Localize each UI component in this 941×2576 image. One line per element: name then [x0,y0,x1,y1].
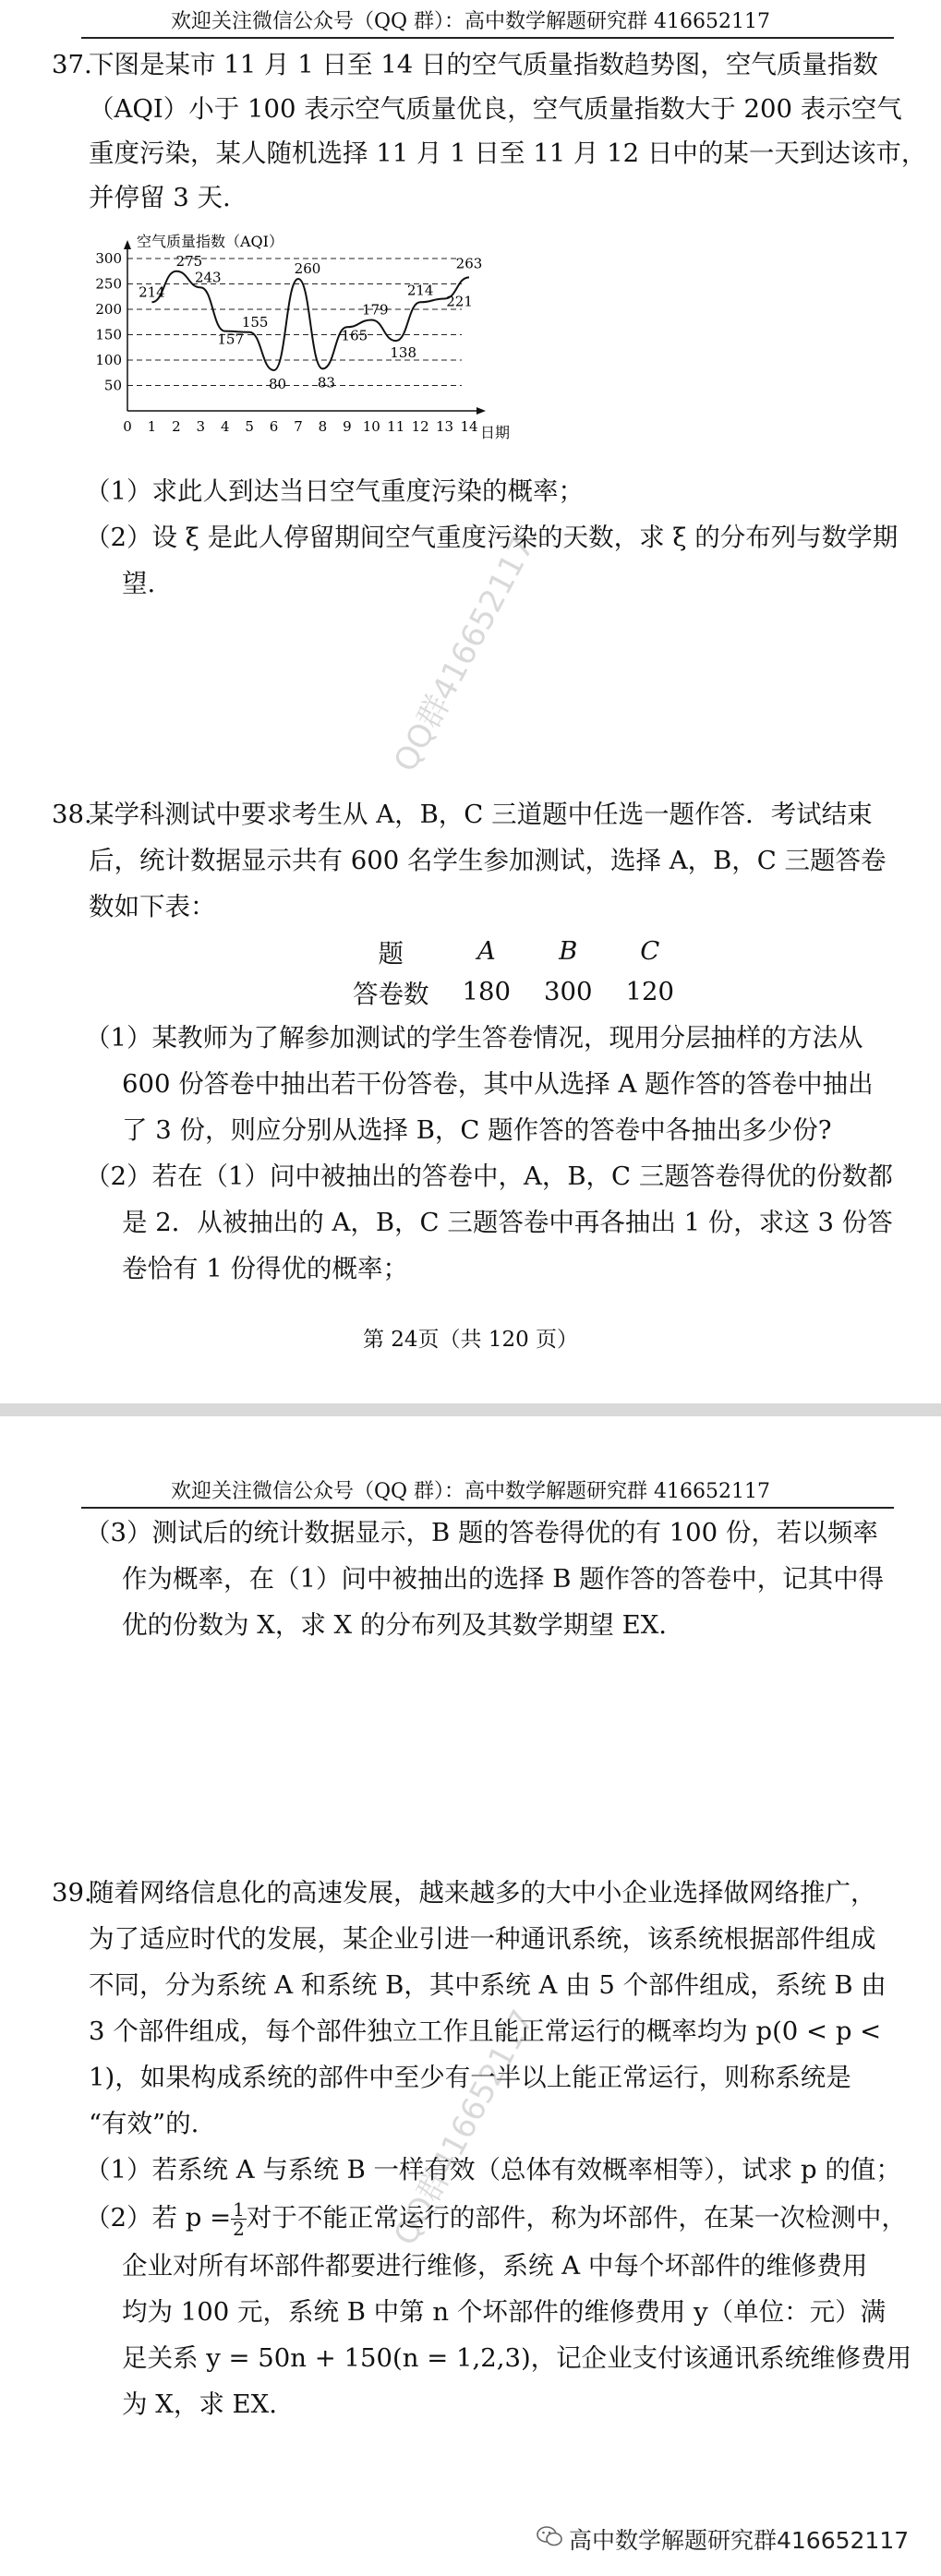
q37-number: 37. [52,50,92,79]
table-cell: 120 [625,977,674,1006]
x-tick-label: 10 [362,418,380,435]
table-header-row [336,931,691,971]
table-row [336,971,691,1012]
q38-sub1-line-2: 600 份答卷中抽出若干份答卷，其中从选择 A 题作答的答卷中抽出 [122,1069,874,1099]
data-label: 80 [269,376,287,392]
data-label: 263 [455,255,483,272]
q38-sub1-line-1: （1）某教师为了解参加测试的学生答卷情况，现用分层抽样的方法从 [85,1023,863,1053]
q37-line-3: 重度污染，某人随机选择 11 月 1 日至 11 月 12 日中的某一天到达该市， [89,138,927,168]
data-label: 155 [241,313,269,331]
q38-sub2-line-1: （2）若在（1）问中被抽出的答卷中，A，B，C 三题答卷得优的份数都 [85,1162,893,1191]
q38-sub3-line-2: 作为概率，在（1）问中被抽出的选择 B 题作答的答卷中，记其中得 [122,1564,885,1594]
x-tick-label: 11 [387,418,405,435]
q38-sub2-line-2: 是 2．从被抽出的 A，B，C 三题答卷中再各抽出 1 份，求这 3 份答 [122,1208,893,1237]
header-rule [81,37,894,39]
fraction-denominator: 2 [233,2218,245,2240]
table-cell: 答卷数 [353,980,429,1009]
q39-line-4: 3 个部件组成，每个部件独立工作且能正常运行的概率均为 p(0 < p < [89,2016,882,2046]
q39-number: 39. [52,1878,92,1908]
q38-line-2: 后，统计数据显示共有 600 名学生参加测试，选择 A，B，C 三题答卷 [89,846,887,875]
q38-sub1-line-3: 了 3 份，则应分别从选择 B，C 题作答的答卷中各抽出多少份? [122,1115,832,1145]
q39-sub1: （1）若系统 A 与系统 B 一样有效（总体有效概率相等），试求 p 的值； [85,2155,901,2185]
q38-sub3-line-3: 优的份数为 X，求 X 的分布列及其数学期望 EX. [122,1610,668,1640]
page-footer: 第 24页（共 120 页） [362,1328,579,1352]
brand-caption: 高中数学解题研究群416652117 [569,2527,910,2554]
y-tick-label: 200 [95,301,122,318]
x-axis-arrow [477,407,486,415]
table-cell: C [640,936,660,966]
q39-sub2-suffix: 对于不能正常运行的部件，称为坏部件，在某一次检测中， [246,2203,907,2233]
y-tick-label: 150 [95,326,122,343]
x-tick-label: 7 [294,418,303,435]
watermark: QQ群416652117 [387,2004,542,2252]
page-header: 欢迎关注微信公众号（QQ 群）：高中数学解题研究群 416652117 [170,1480,771,1503]
q39-line-2: 为了适应时代的发展，某企业引进一种通讯系统，该系统根据部件组成 [89,1924,876,1954]
q38-line-1: 某学科测试中要求考生从 A，B，C 三道题中任选一题作答．考试结束 [89,800,873,829]
page-2 [0,1416,941,2576]
table-cell: 300 [544,977,593,1006]
data-label: 214 [406,282,434,299]
fraction-one-half [231,2200,247,2238]
x-tick-label: 5 [245,418,254,435]
table-cell: 180 [462,977,511,1006]
y-tick-label: 300 [95,250,122,267]
q38-sub2-line-3: 卷恰有 1 份得优的概率； [122,1254,408,1283]
data-label: 138 [390,344,417,362]
q39-sub2-line-1 [85,2197,907,2238]
page-header: 欢迎关注微信公众号（QQ 群）：高中数学解题研究群 416652117 [170,10,771,33]
data-label: 157 [217,331,245,348]
x-tick-label: 4 [220,418,230,435]
q37-sub2-b: 望. [122,569,156,598]
answer-count-table [336,931,691,1012]
table-cell: 题 [378,939,404,969]
data-label: 165 [341,327,368,344]
data-label: 83 [317,374,335,391]
q38-sub3-line-1: （3）测试后的统计数据显示，B 题的答卷得优的有 100 份，若以频率 [85,1518,878,1547]
q39-sub2-line-2: 企业对所有坏部件都要进行维修，系统 A 中每个坏部件的维修费用 [122,2251,868,2281]
q39-sub2-line-5: 为 X，求 EX. [122,2389,277,2419]
wechat-icon [536,2524,563,2548]
data-label: 275 [175,252,203,270]
data-label: 179 [361,301,389,319]
x-tick-label: 8 [318,418,328,435]
x-axis-label: 日期 [480,424,511,441]
data-label: 243 [194,269,222,286]
q39-sub2-prefix: （2）若 p = [85,2203,232,2233]
q37-sub2-a: （2）设 ξ 是此人停留期间空气重度污染的天数，求 ξ 的分布列与数学期 [85,523,899,552]
q37-sub1: （1）求此人到达当日空气重度污染的概率； [85,476,584,506]
q37-line-4: 并停留 3 天. [89,183,231,212]
data-label: 214 [139,283,165,301]
q39-sub2-line-4: 足关系 y = 50n + 150(n = 1,2,3)，记企业支付该通讯系统维修费用 [122,2343,912,2373]
table-cell: A [477,936,496,966]
watermark: QQ群416652117 [387,530,542,778]
x-tick-label: 13 [436,418,454,435]
q39-line-3: 不同，分为系统 A 和系统 B，其中系统 A 由 5 个部件组成，系统 B 由 [89,1970,887,2000]
aqi-chart [92,226,517,448]
q39-line-1: 随着网络信息化的高速发展，越来越多的大中小企业选择做网络推广， [89,1878,876,1908]
q37-line-1: 下图是某市 11 月 1 日至 14 日的空气质量指数趋势图，空气质量指数 [89,50,878,79]
x-tick-label: 14 [460,418,478,435]
y-tick-label: 50 [103,377,122,394]
page-separator [0,1403,941,1416]
fraction-numerator: 1 [233,2198,245,2221]
y-axis-arrow [124,240,131,249]
data-label: 260 [294,260,321,277]
q39-sub2-line-3: 均为 100 元，系统 B 中第 n 个坏部件的维修费用 y（单位：元）满 [122,2297,887,2327]
x-tick-label: 3 [196,418,206,435]
data-label: 221 [446,293,473,310]
table-cell: B [559,936,578,966]
header-rule [81,1507,894,1509]
x-tick-label: 0 [123,418,132,435]
y-tick-label: 100 [95,352,122,368]
y-axis-label: 空气质量指数（AQI） [137,233,284,250]
q38-line-3: 数如下表： [89,892,216,921]
q39-line-6: “有效”的. [89,2109,199,2138]
x-tick-label: 1 [147,418,157,435]
x-tick-label: 6 [269,418,279,435]
q37-line-2: （AQI）小于 100 表示空气质量优良，空气质量指数大于 200 表示空气 [89,94,902,124]
y-tick-label: 250 [95,275,122,293]
x-tick-label: 9 [343,418,352,435]
q39-line-5: 1)，如果构成系统的部件中至少有一半以上能正常运行，则称系统是 [89,2063,851,2092]
x-tick-label: 12 [411,418,429,435]
q38-number: 38. [52,800,92,829]
x-tick-label: 2 [172,418,181,435]
